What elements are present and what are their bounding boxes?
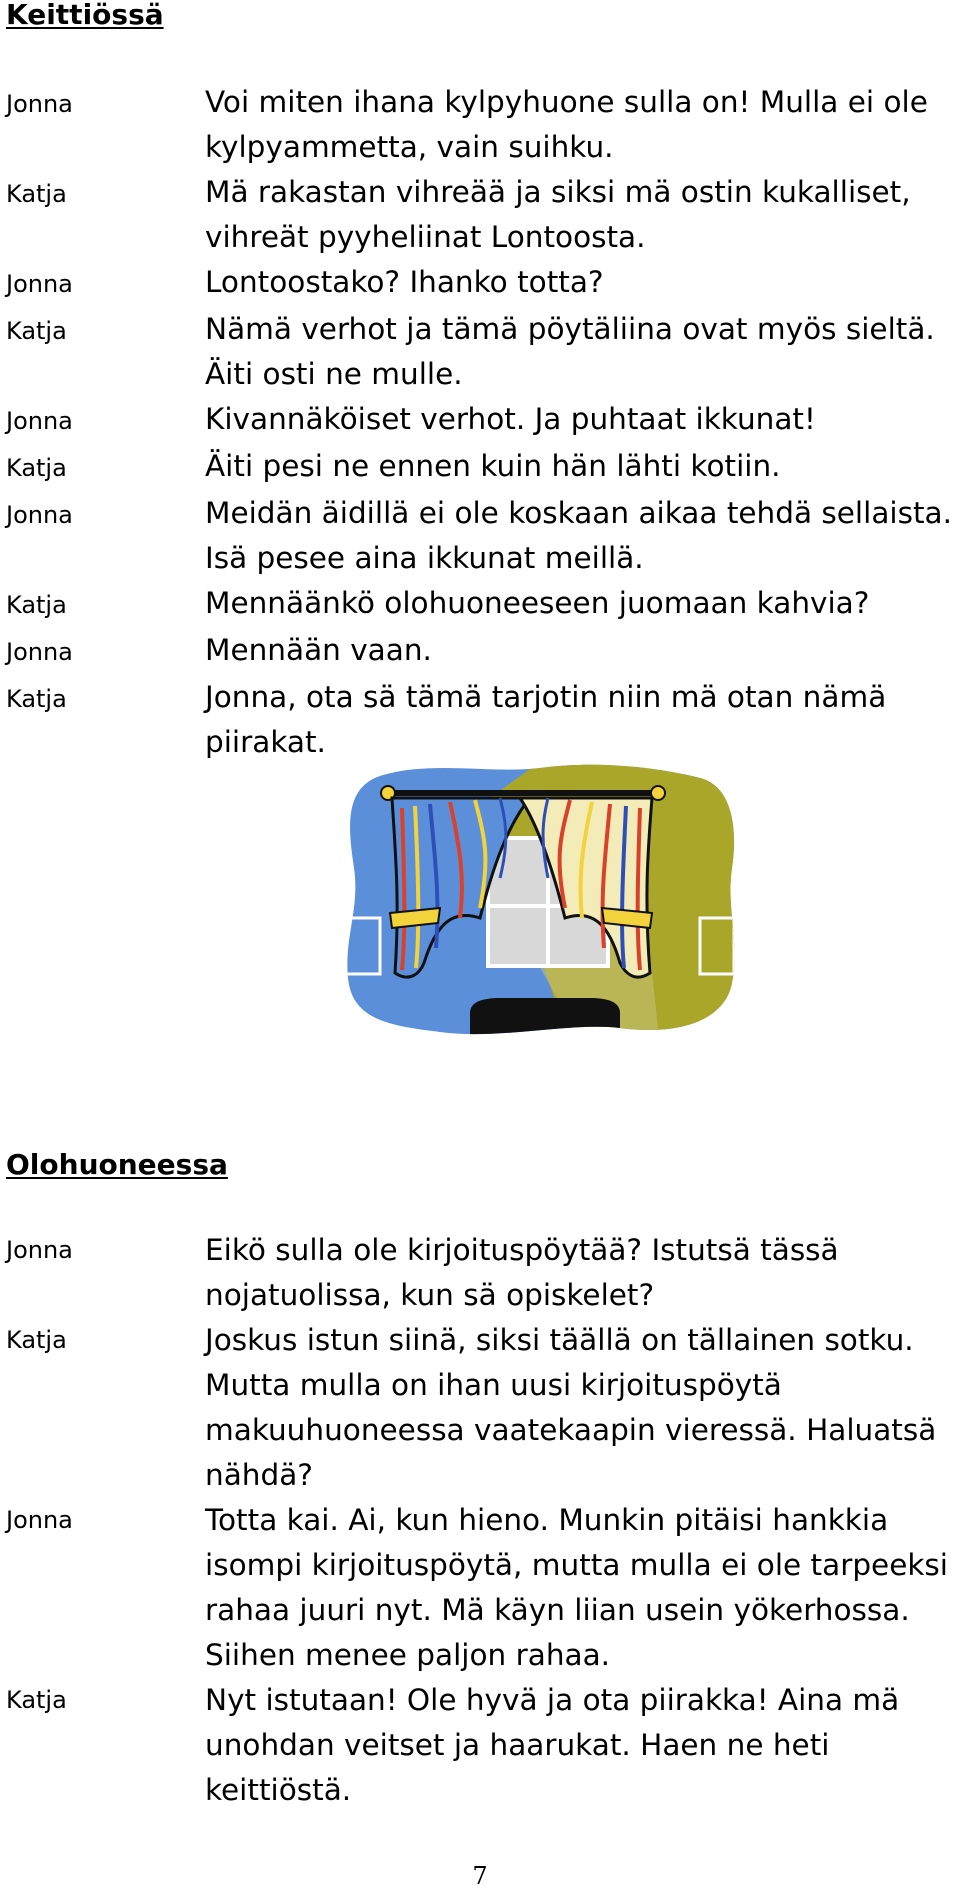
utterance-text: Totta kai. Ai, kun hieno. Munkin pitäisi hankkia isompi kirjoituspöytä, mutta mulla ei ole tarpeeksi rahaa juuri nyt. Mä käyn liian usein yökerhossa. Siihen menee paljon rahaa. xyxy=(205,1503,949,1672)
speaker-name: Katja xyxy=(6,317,67,345)
dialogue-line xyxy=(0,581,960,628)
speaker-name: Jonna xyxy=(6,90,73,118)
page-number: 7 xyxy=(472,1862,488,1890)
speaker-name: Katja xyxy=(6,180,67,208)
utterance-text: Äiti pesi ne ennen kuin hän lähti kotiin. xyxy=(205,449,781,483)
tv-shape xyxy=(470,998,620,1048)
dialogue-line xyxy=(0,80,960,170)
utterance-text: Kivannäköiset verhot. Ja puhtaat ikkunat! xyxy=(205,402,816,436)
utterance-text: Mennään vaan. xyxy=(205,633,432,667)
dialogue-line xyxy=(0,307,960,397)
dialogue-line xyxy=(0,397,960,444)
utterance-text: Meidän äidillä ei ole koskaan aikaa tehdä sellaista. Isä pesee aina ikkunat meillä. xyxy=(205,496,952,575)
speaker-name: Katja xyxy=(6,454,67,482)
utterance-text: Eikö sulla ole kirjoituspöytää? Istutsä tässä nojatuolissa, kun sä opiskelet? xyxy=(205,1233,839,1312)
dialogue-line xyxy=(0,444,960,491)
dialogue-line xyxy=(0,628,960,675)
speaker-name: Jonna xyxy=(6,1506,73,1534)
utterance-text: Joskus istun siinä, siksi täällä on tällainen sotku. Mutta mulla on ihan uusi kirjoituspöytä makuuhuoneessa vaatekaapin vieressä. Haluatsä nähdä? xyxy=(205,1323,937,1492)
dialogue-line xyxy=(0,1318,960,1498)
dialogue-line xyxy=(0,260,960,307)
dialogue-line xyxy=(0,675,960,765)
speaker-name: Jonna xyxy=(6,501,73,529)
speaker-name: Katja xyxy=(6,1686,67,1714)
dialogue-line xyxy=(0,1678,960,1813)
utterance-text: Nämä verhot ja tämä pöytäliina ovat myös sieltä. Äiti osti ne mulle. xyxy=(205,312,935,391)
dialogue-living-room xyxy=(0,1228,960,1813)
utterance-text: Mennäänkö olohuoneeseen juomaan kahvia? xyxy=(205,586,870,620)
utterance-text: Voi miten ihana kylpyhuone sulla on! Mulla ei ole kylpyammetta, vain suihku. xyxy=(205,85,928,164)
dialogue-kitchen xyxy=(0,80,960,765)
utterance-text: Jonna, ota sä tämä tarjotin niin mä otan nämä piirakat. xyxy=(205,680,887,759)
section-title: Olohuoneessa xyxy=(6,1148,228,1181)
speaker-name: Jonna xyxy=(6,1236,73,1264)
dialogue-line xyxy=(0,1228,960,1318)
speaker-name: Katja xyxy=(6,1326,67,1354)
window-curtains-icon xyxy=(340,758,740,1048)
dialogue-line xyxy=(0,491,960,581)
dialogue-line xyxy=(0,1498,960,1678)
section-title: Keittiössä xyxy=(6,0,164,31)
speaker-name: Katja xyxy=(6,591,67,619)
utterance-text: Lontoostako? Ihanko totta? xyxy=(205,265,604,299)
speaker-name: Katja xyxy=(6,685,67,713)
utterance-text: Nyt istutaan! Ole hyvä ja ota piirakka! Aina mä unohdan veitset ja haarukat. Haen ne heti keittiöstä. xyxy=(205,1683,900,1807)
speaker-name: Jonna xyxy=(6,407,73,435)
utterance-text: Mä rakastan vihreää ja siksi mä ostin kukalliset, vihreät pyyheliinat Lontoosta. xyxy=(205,175,911,254)
dialogue-line xyxy=(0,170,960,260)
speaker-name: Jonna xyxy=(6,638,73,666)
speaker-name: Jonna xyxy=(6,270,73,298)
